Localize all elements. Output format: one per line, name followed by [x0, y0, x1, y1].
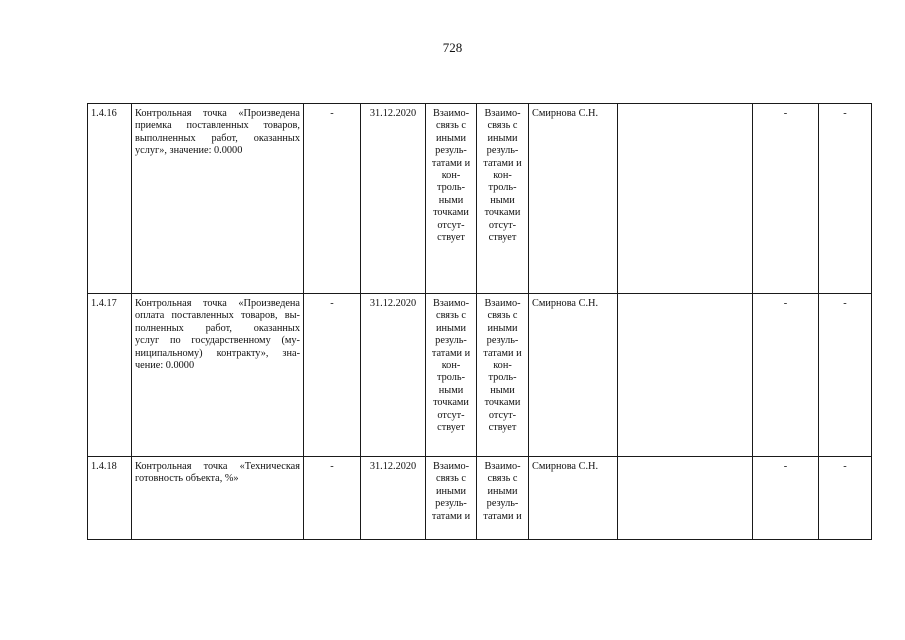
name-line: приемка поставленных товаров,	[135, 120, 300, 132]
relation-line: связь с	[436, 120, 466, 132]
date-cell: 31.12.2020	[361, 104, 426, 294]
relation-cell-b	[477, 294, 529, 457]
relation-line: Взаимо-	[432, 461, 470, 472]
relation-line: иными	[436, 132, 466, 144]
control-point-name	[132, 104, 304, 294]
responsible-cell: Смирнова С.Н.	[529, 104, 618, 294]
relation-line: Взаимо-	[432, 298, 470, 309]
name-line: чение: 0.0000	[135, 360, 195, 372]
relation-line: кон-	[493, 360, 512, 372]
relation-line: иными	[487, 322, 518, 334]
relation-line: иными	[436, 322, 466, 334]
row-number: 1.4.18	[88, 457, 132, 540]
relation-cell-a	[426, 294, 477, 457]
name-line: оплата поставленных товаров, вы-	[135, 310, 300, 322]
relation-line: резуль-	[435, 335, 467, 347]
control-points-table	[87, 103, 872, 540]
relation-line: кон-	[441, 170, 461, 182]
relation-line: отсут-	[437, 409, 465, 421]
table-row	[88, 294, 872, 457]
name-line: выполненных работ, оказанных	[135, 132, 300, 144]
relation-line: резуль-	[486, 335, 519, 347]
relation-line: Взаимо-	[432, 108, 470, 119]
relation-line: иными	[436, 485, 466, 497]
table-row	[88, 457, 872, 540]
relation-line: резуль-	[435, 145, 467, 157]
relation-line: отсут-	[488, 219, 517, 231]
name-line: полненных работ, оказанных	[135, 322, 300, 334]
relation-line: резуль-	[435, 498, 467, 510]
column-10-cell: -	[753, 104, 819, 294]
control-point-name	[132, 457, 304, 540]
relation-line: связь с	[487, 473, 518, 485]
row-number: 1.4.17	[88, 294, 132, 457]
relation-line: ными	[490, 384, 515, 396]
relation-line: отсут-	[488, 409, 517, 421]
relation-line: Взаимо-	[484, 298, 521, 309]
relation-line: ными	[490, 194, 515, 206]
relation-line: иными	[487, 485, 518, 497]
relation-line: татами и	[483, 157, 522, 169]
column-9-cell	[618, 457, 753, 540]
date-cell: 31.12.2020	[361, 457, 426, 540]
relation-line: татами и	[431, 510, 471, 522]
relation-cell-b	[477, 104, 529, 294]
column-11-cell: -	[819, 457, 872, 540]
row-number: 1.4.16	[88, 104, 132, 294]
relation-line: связь с	[436, 310, 466, 322]
column-11-cell: -	[819, 104, 872, 294]
name-line: готовность объекта, %»	[135, 473, 239, 485]
relation-line: точками	[433, 397, 469, 409]
relation-line: ствует	[437, 232, 465, 244]
responsible-cell: Смирнова С.Н.	[529, 457, 618, 540]
relation-line: татами и	[431, 347, 471, 359]
column-3-cell: -	[304, 294, 361, 457]
name-line: Контрольная точка «Техническая	[135, 461, 300, 472]
date-cell: 31.12.2020	[361, 294, 426, 457]
relation-line: иными	[487, 132, 518, 144]
relation-line: троль-	[436, 372, 466, 384]
name-line: Контрольная точка «Произведена	[135, 298, 300, 309]
control-point-name	[132, 294, 304, 457]
relation-line: ными	[438, 384, 464, 396]
name-line: услуг по государственному (му-	[135, 335, 300, 347]
table-body	[88, 104, 872, 540]
relation-line: резуль-	[486, 498, 519, 510]
relation-line: связь с	[436, 473, 466, 485]
relation-line: кон-	[441, 360, 461, 372]
name-line: Контрольная точка «Произведена	[135, 108, 300, 119]
relation-line: связь с	[487, 310, 518, 322]
relation-line: троль-	[488, 372, 517, 384]
responsible-cell: Смирнова С.Н.	[529, 294, 618, 457]
relation-line: троль-	[488, 182, 517, 194]
relation-line: ствует	[437, 422, 465, 434]
column-9-cell	[618, 294, 753, 457]
relation-line: Взаимо-	[484, 461, 521, 472]
column-10-cell: -	[753, 294, 819, 457]
page-number: 728	[442, 40, 463, 55]
column-3-cell: -	[304, 457, 361, 540]
relation-line: Взаимо-	[484, 108, 521, 119]
relation-line: кон-	[493, 170, 512, 182]
name-line: услуг», значение: 0.0000	[135, 145, 243, 157]
relation-cell-b	[477, 457, 529, 540]
relation-line: точками	[433, 207, 469, 219]
column-3-cell: -	[304, 104, 361, 294]
column-9-cell	[618, 104, 753, 294]
relation-line: точками	[484, 207, 521, 219]
relation-line: татами и	[483, 347, 522, 359]
relation-line: татами и	[431, 157, 471, 169]
column-10-cell: -	[753, 457, 819, 540]
relation-cell-a	[426, 457, 477, 540]
column-11-cell: -	[819, 294, 872, 457]
relation-line: точками	[484, 397, 521, 409]
relation-line: резуль-	[486, 145, 519, 157]
relation-line: троль-	[436, 182, 466, 194]
relation-line: ствует	[488, 232, 517, 244]
relation-cell-a	[426, 104, 477, 294]
relation-line: ными	[438, 194, 464, 206]
table-row	[88, 104, 872, 294]
relation-line: связь с	[487, 120, 518, 132]
relation-line: татами и	[483, 510, 522, 522]
relation-line: ствует	[488, 422, 517, 434]
name-line: ниципальному) контракту», зна-	[135, 347, 300, 359]
relation-line: отсут-	[437, 219, 465, 231]
